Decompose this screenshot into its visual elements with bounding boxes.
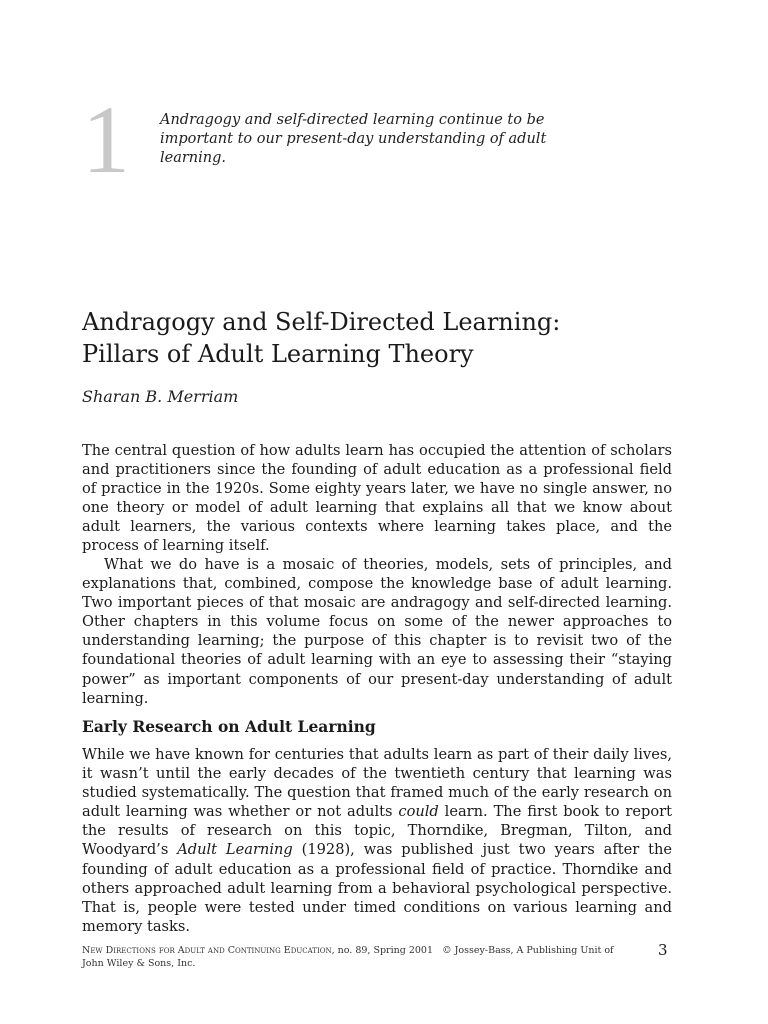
publisher-name: John Wiley & Sons, Inc. (82, 957, 196, 969)
paragraph-3-text-3: (1928), was published just two years after the founding of adult education as a professional field of practice. Thorndike and others approached adult learning from a behavioral psychological perspective. That is, people were tested under timed conditions on various learning and memory tasks. (82, 841, 672, 935)
copyright-notice: © Jossey-Bass, A Publishing Unit of (442, 945, 614, 956)
body-paragraph-2: What we do have is a mosaic of theories, models, sets of principles, and explanations that, combined, compose the knowledge base of adult learning. Two important pieces of that mosaic are andragogy and self-directed learning. Other chapters in this volume focus on some of the newer approaches to understanding learning; the purpose of this chapter is to revisit two of the foundational theories of adult learning with an eye to assessing their “staying power” as important components of our present-day understanding of adult learning. (82, 556, 672, 707)
book-title-adult-learning: Adult Learning (177, 841, 293, 859)
page-footer (82, 945, 682, 970)
paragraph-3-text-2: learn. The first book to report the results of research on this topic, Thorndike, Bregman, Tilton, and Woodyard’s (82, 803, 672, 859)
chapter-title-line-2: Pillars of Adult Learning Theory (82, 340, 474, 368)
journal-name: New Directions for Adult and Continuing Education (82, 945, 332, 956)
chapter-title (82, 306, 702, 370)
chapter-number: 1 (82, 86, 130, 193)
body-paragraph-3 (82, 745, 672, 936)
chapter-abstract: Andragogy and self-directed learning continue to be important to our present-day understanding of adult learning. (160, 112, 547, 166)
page-number: 3 (658, 941, 668, 959)
author-name: Sharan B. Merriam (82, 387, 239, 406)
journal-issue: , no. 89, Spring 2001 (331, 945, 434, 956)
footer-line-1 (82, 945, 682, 958)
emphasis-could: could (398, 803, 439, 821)
section-heading: Early Research on Adult Learning (82, 717, 376, 736)
paragraph-3-text-1: While we have known for centuries that adults learn as part of their daily lives, it wasn’t until the early decades of the twentieth century that learning was studied systematically. The question that framed much of the early research on adult learning was whether or not adults (82, 746, 672, 821)
body-paragraph-1: The central question of how adults learn has occupied the attention of scholars and practitioners since the founding of adult education as a professional field of practice in the 1920s. Some eighty years later, we have no single answer, no one theory or model of adult learning that explains all that we know about adult learners, the various contexts where learning takes place, and the process of learning itself. (82, 442, 672, 555)
chapter-title-line-1: Andragogy and Self-Directed Learning: (82, 308, 561, 336)
